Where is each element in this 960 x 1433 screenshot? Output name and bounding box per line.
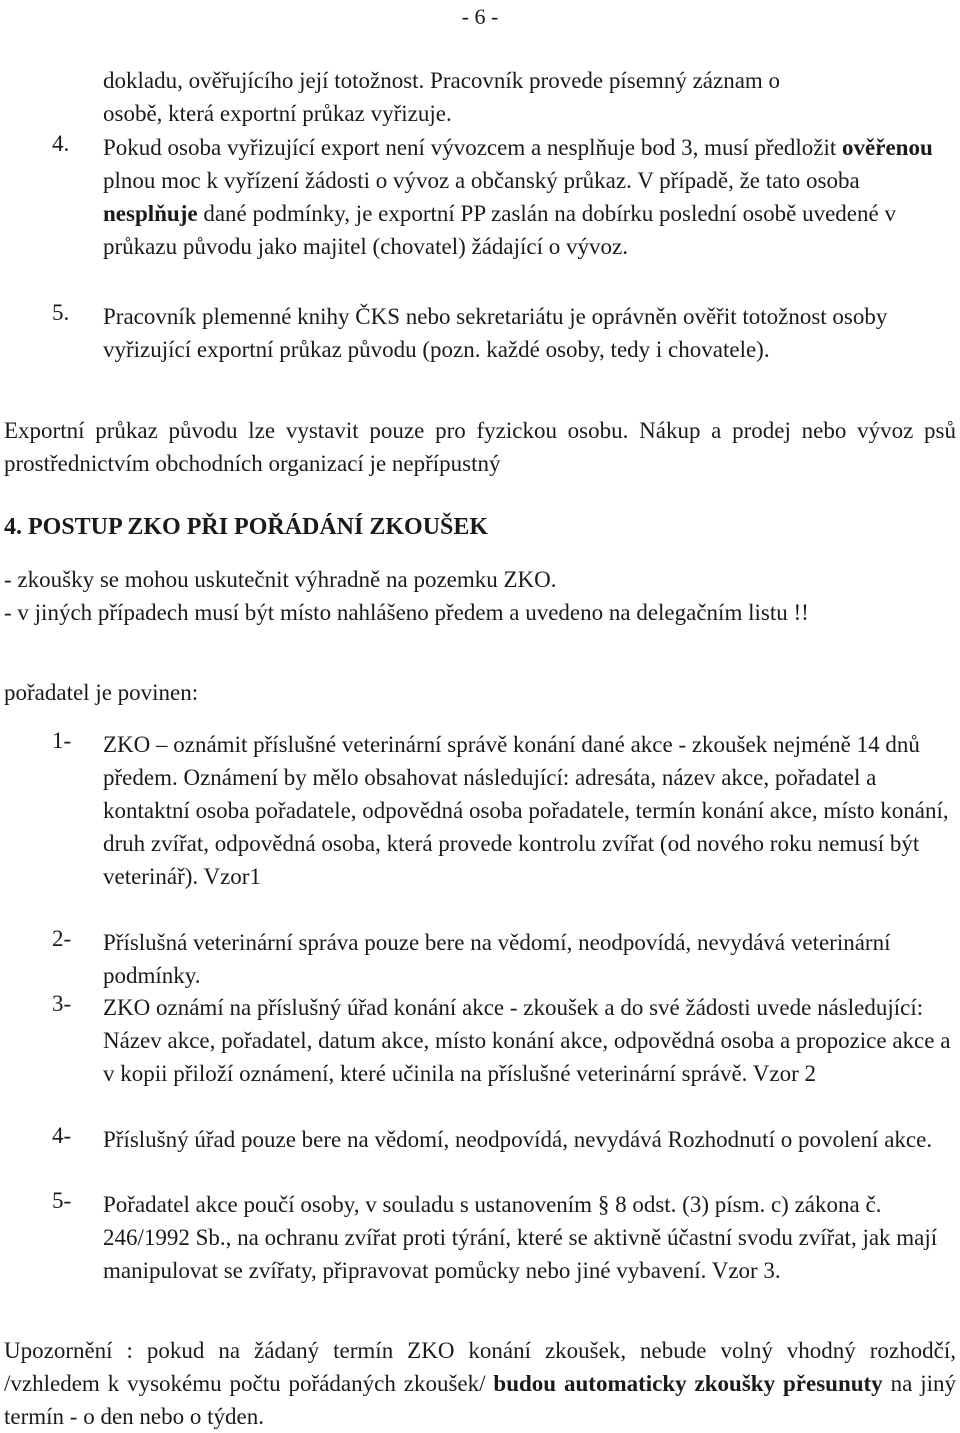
duty-text: ZKO – oznámit příslušné veterinární správě konání dané akce - zkoušek nejméně 14 dnů předem. Oznámení by mělo obsahovat následující: adresáta, název akce, pořadatel a kontaktní osoba pořadatele, odpovědná osoba pořadatele, termín konání akce, místo konání, druh zvířat, odpovědná osoba, která provede kontrolu zvířat (od nového roku nemusí být veterinář). Vzor1: [103, 732, 949, 889]
duty-number: 4-: [52, 1123, 72, 1148]
duty-text: Příslušný úřad pouze bere na vědomí, neodpovídá, nevydává Rozhodnutí o povolení akce.: [103, 1127, 933, 1152]
duty-number: 1-: [52, 728, 72, 753]
page-number: - 6 -: [461, 4, 499, 29]
duty-number: 2-: [52, 926, 72, 951]
export-paragraph: Exportní průkaz původu lze vystavit pouze pro fyzickou osobu. Nákup a prodej nebo vývoz psů prostřednictvím obchodních organizací je nepřípustný: [4, 418, 956, 476]
notice-paragraph: Upozornění : pokud na žádaný termín ZKO konání zkoušek, nebude volný vhodný rozhodčí, /vzhledem k vysokému počtu pořádaných zkoušek/ budou automaticky zkoušky přesunuty na jiný termín - o den nebo o týden.: [4, 1338, 956, 1429]
duty-number: 3-: [52, 991, 72, 1016]
rule-line-2: - v jiných případech musí být místo nahlášeno předem a uvedeno na delegačním listu !!: [4, 600, 809, 625]
rule-line-1: - zkoušky se mohou uskutečnit výhradně na pozemku ZKO.: [4, 567, 557, 592]
list-item-text: Pracovník plemenné knihy ČKS nebo sekretariátu je oprávněn ověřit totožnost osoby vyřizující exportní průkaz původu (pozn. každé osoby, tedy i chovatele).: [103, 304, 888, 362]
duty-number: 5-: [52, 1188, 72, 1213]
continued-line-1: dokladu, ověřujícího její totožnost. Pracovník provede písemný záznam o: [103, 68, 781, 93]
duty-text: ZKO oznámí na příslušný úřad konání akce - zkoušek a do své žádosti uvede následující: Název akce, pořadatel, datum akce, místo konání akce, odpovědná osoba a propozice akce a v kopii přiloží oznámení, které učinila na příslušné veterinární správě. Vzor 2: [103, 995, 951, 1086]
section-heading: 4. POSTUP ZKO PŘI POŘÁDÁNÍ ZKOUŠEK: [4, 514, 489, 540]
list-number: 5.: [52, 300, 70, 325]
list-item-text: Pokud osoba vyřizující export není vývozcem a nesplňuje bod 3, musí předložit ověřenou plnou moc k vyřízení žádosti o vývoz a občanský průkaz. V případě, že tato osoba nesplňuje dané podmínky, je exportní PP zaslán na dobírku poslední osobě uvedené v průkazu původu jako majitel (chovatel) žádající o vývoz.: [103, 135, 933, 259]
organizer-label: pořadatel je povinen:: [4, 680, 199, 705]
duty-text: Pořadatel akce poučí osoby, v souladu s ustanovením § 8 odst. (3) písm. c) zákona č. 246/1992 Sb., na ochranu zvířat proti týrání, které se aktivně účastní svodu zvířat, jak mají manipulovat se zvířaty, připravovat pomůcky nebo jiné vybavení. Vzor 3.: [103, 1192, 938, 1283]
list-number: 4.: [52, 131, 70, 156]
duty-text: Příslušná veterinární správa pouze bere na vědomí, neodpovídá, nevydává veterinární podmínky.: [103, 930, 891, 988]
continued-line-2: osobě, která exportní průkaz vyřizuje.: [103, 101, 452, 126]
